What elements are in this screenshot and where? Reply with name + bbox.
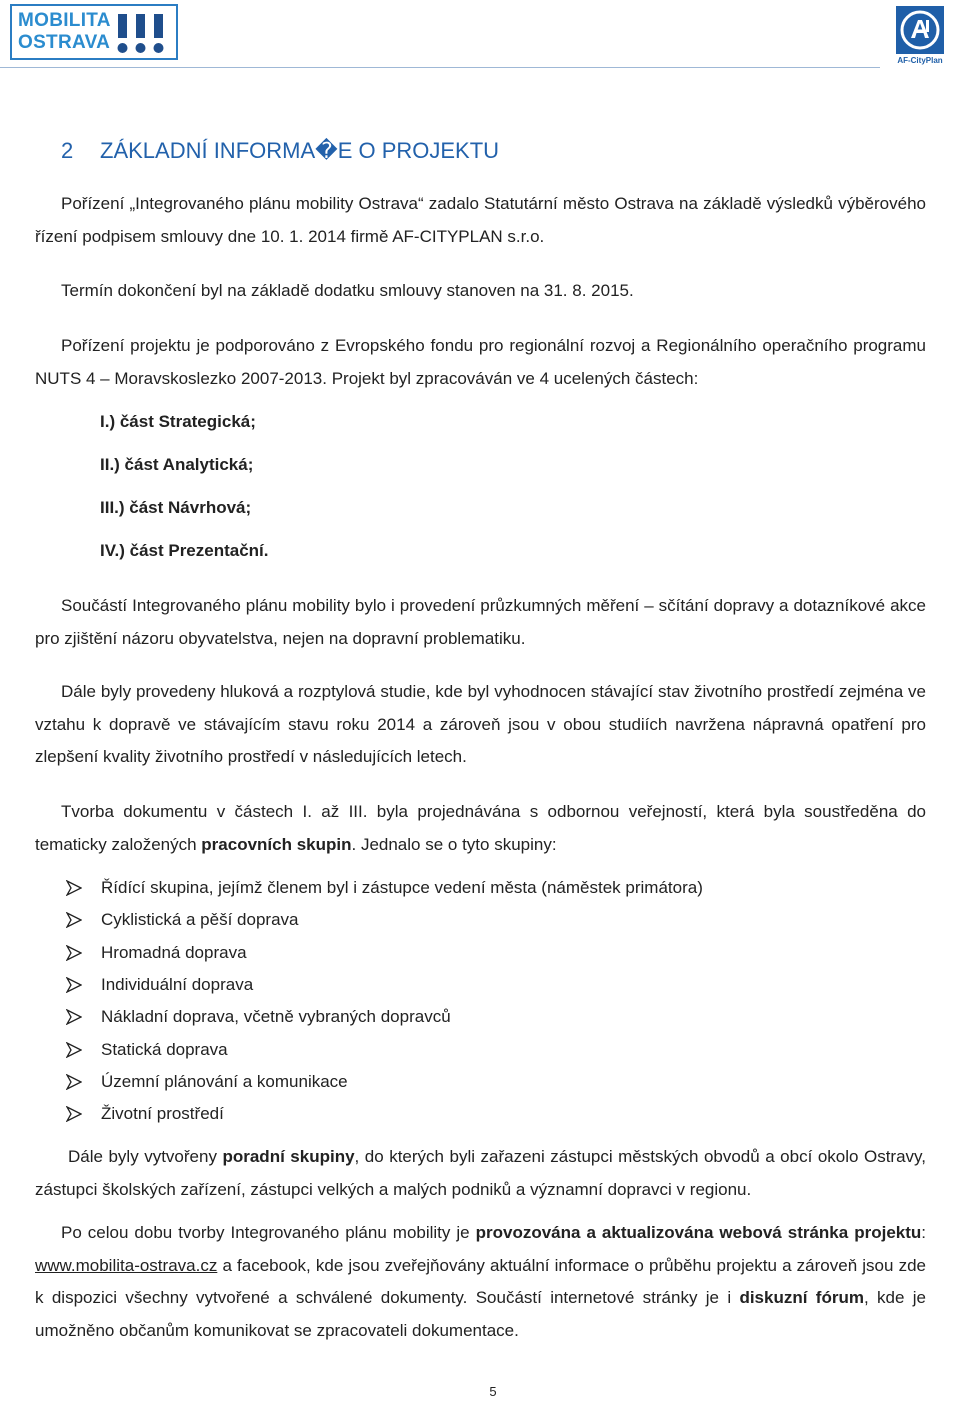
section-title: ZÁKLADNÍ INFORMA�E O PROJEKTU [100,138,500,163]
exclamation-dots-icon [114,14,170,54]
paragraph-deadline: Termín dokončení byl na základě dodatku smlouvy stanoven na 31. 8. 2015. [61,281,634,300]
arrow-bullet-icon [66,912,82,928]
paragraph-contract: Pořízení „Integrovaného plánu mobility Ostrava“ zadalo Statutární město Ostrava na základě výsledků výběrového řízení podpisem smlouvy dne 10. 1. 2014 firmě AF-CITYPLAN s.r.o. [35,194,926,246]
paragraph-website: Po celou dobu tvorby Integrovaného plánu mobility je provozována a aktualizována webová stránka projektu: www.mobilita-ostrava.cz a facebook, kde jsou zveřejňovány aktuální informace o průběhu projektu a zároveň jsou zde k dispozici všechny vytvořené a schválené dokumenty. Součástí internetové stránky je i diskuzní fórum, kde je umožněno občanům komunikovat se zpracovateli dokumentace. [35,1223,927,1340]
group-label: Statická doprava [101,1039,228,1059]
group-label: Hromadná doprava [101,942,247,962]
section-number: 2 [61,138,74,163]
group-label: Individuální doprava [101,974,254,994]
website-link[interactable]: www.mobilita-ostrava.cz [35,1255,218,1275]
header-divider [0,67,880,68]
arrow-bullet-icon [66,1074,82,1090]
arrow-bullet-icon [66,1042,82,1058]
group-label: Územní plánování a komunikace [101,1071,348,1091]
group-label: Nákladní doprava, včetně vybraných dopravců [101,1007,451,1027]
arrow-bullet-icon [66,977,82,993]
page-header [0,0,960,70]
af-cityplan-logo [896,6,944,66]
part-item: I.) část Strategická; [100,412,256,431]
part-item: II.) část Analytická; [100,455,254,474]
af-emblem-icon [896,6,944,54]
paragraph-studies: Dále byly provedeny hluková a rozptylová studie, kde byl vyhodnocen stávající stav životního prostředí zejména ve vztahu k dopravě ve stávajícím stavu roku 2014 a zároveň jsou v obou studiích navržena nápravná opatření pro zlepšení kvality životního prostředí v následujících letech. [35,682,926,766]
logo-caption: AF-CityPlan [897,56,943,65]
arrow-bullet-icon [66,945,82,961]
part-item: IV.) část Prezentační. [100,541,269,560]
arrow-bullet-icon [66,880,82,896]
mobilita-ostrava-logo [10,4,178,60]
group-label: Cyklistická a pěší doprava [101,910,299,930]
logo-line-1: MOBILITA [18,10,111,31]
logo-line-2: OSTRAVA [18,32,111,53]
group-label: Životní prostředí [101,1104,224,1124]
part-item: III.) část Návrhová; [100,498,252,517]
page-number: 5 [489,1384,497,1399]
paragraph-surveys: Součástí Integrovaného plánu mobility bylo i provedení průzkumných měření – sčítání dopravy a dotazníkové akce pro zjištění názoru obyvatelstva, nejen na dopravní problematiku. [35,596,926,648]
paragraph-advisory-groups: Dále byly vytvořeny poradní skupiny, do kterých byli zařazeni zástupci městských obvodů a obcí okolo Ostravy, zástupci školských zařízení, zástupci velkých a malých podniků a významní dopravci v regionu. [35,1147,926,1199]
paragraph-working-groups: Tvorba dokumentu v částech I. až III. byla projednávána s odbornou veřejností, která byla soustředěna do tematicky založených pracovních skupin. Jednalo se o tyto skupiny: [35,802,926,854]
arrow-bullet-icon [66,1009,82,1025]
section-heading [61,138,499,164]
paragraph-funding: Pořízení projektu je podporováno z Evropského fondu pro regionální rozvoj a Regionálního operačního programu NUTS 4 – Moravskoslezko 2007-2013. Projekt byl zpracováván ve 4 ucelených částech: [35,336,926,388]
arrow-bullet-icon [66,1106,82,1122]
group-label: Řídící skupina, jejímž členem byl i zástupce vedení města (náměstek primátora) [101,878,703,897]
